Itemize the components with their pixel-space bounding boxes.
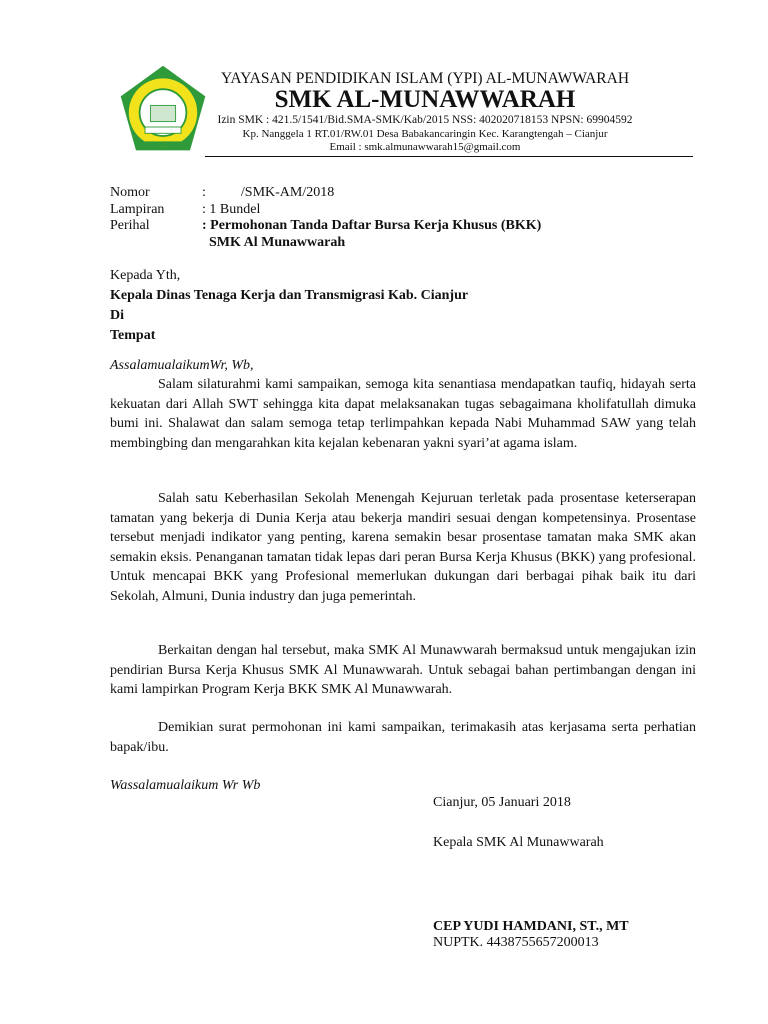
paragraph: Berkaitan dengan hal tersebut, maka SMK Al Munawwarah bermaksud untuk mengajukan izin pendirian Bursa Kerja Khusus SMK Al Munawwarah. Untuk sebagai bahan pertimbangan dengan ini kami lampirkan Program Kerja BKK SMK Al Munawwarah. [110,643,696,698]
paragraph: Salam silaturahmi kami sampaikan, semoga kita senantiasa mendapatkan taufiq, hidayah serta kekuatan dari Allah SWT sehingga kita dapat melaksanakan tugas sebagaimana kholifatullah dimuka bumi ini. Shalawat dan salam semoga tetap terlimpahkan kepada Nabi Muhammad SAW yang telah membingbing dan mengarahkan kita kejalan kebenaran yakni syari’at agama islam. [110,377,696,451]
perihal-label: Perihal [110,218,150,233]
lampiran-value: : 1 Bundel [202,201,261,217]
perihal-value: : Permohonan Tanda Daftar Bursa Kerja Khusus (BKK) [202,218,542,233]
recipient-line: Kepala Dinas Tenaga Kerja dan Transmigrasi Kab. Cianjur [110,288,469,303]
lampiran-label: Lampiran [110,201,165,217]
school-email: Email : smk.almunawwarah15@gmail.com [329,141,521,153]
paragraph: Demikian surat permohonan ini kami sampaikan, terimakasih atas kerjasama serta perhatian bapak/ibu. [110,720,696,755]
recipient [110,266,468,346]
greeting: AssalamualaikumWr, Wb, [110,358,254,373]
recipient-line: Di [110,308,124,323]
paragraph: Salah satu Keberhasilan Sekolah Menengah Kejuruan terletak pada prosentase keterserapan tamatan yang bekerja di Dunia Kerja atau bekerja mandiri sesuai dengan kompetensinya. Prosentase tersebut menjadi indikator yang penting, karena semakin besar prosentase tamatan maka SMK akan semakin eksis. Penanganan tamatan tidak lepas dari peran Bursa Kerja Khusus (BKK) yang profesional. Untuk mencapai BKK yang Profesional memerlukan dukungan dari berbagai pihak baik itu dari Sekolah, Almuni, Dunia industry dan juga pemerintah. [110,491,696,604]
signer-name: CEP YUDI HAMDANI, ST., MT [433,919,629,934]
closing: Wassalamualaikum Wr Wb [110,778,261,793]
school-address: Kp. Nanggela 1 RT.01/RW.01 Desa Babakancaringin Kec. Karangtengah – Cianjur [242,128,608,140]
header-divider [205,156,693,157]
signer-nuptk: NUPTK. 4438755657200013 [433,935,599,950]
place-date: Cianjur, 05 Januari 2018 [433,795,571,810]
recipient-line: Kepada Yth, [110,268,181,283]
nomor-value: : /SMK-AM/2018 [202,185,335,200]
signer-position: Kepala SMK Al Munawwarah [433,835,604,850]
school-name: SMK AL-MUNAWWARAH [274,86,576,113]
letter-meta [110,185,541,251]
recipient-line: Tempat [110,328,156,343]
school-logo [118,64,208,154]
permit-info: Izin SMK : 421.5/1541/Bid.SMA-SMK/Kab/2015 NSS: 402020718153 NPSN: 69904592 [217,114,633,126]
foundation-name: YAYASAN PENDIDIKAN ISLAM (YPI) AL-MUNAWWARAH [220,70,630,87]
nomor-label: Nomor [110,185,150,200]
perihal-value-2: SMK Al Munawwarah [209,234,346,250]
